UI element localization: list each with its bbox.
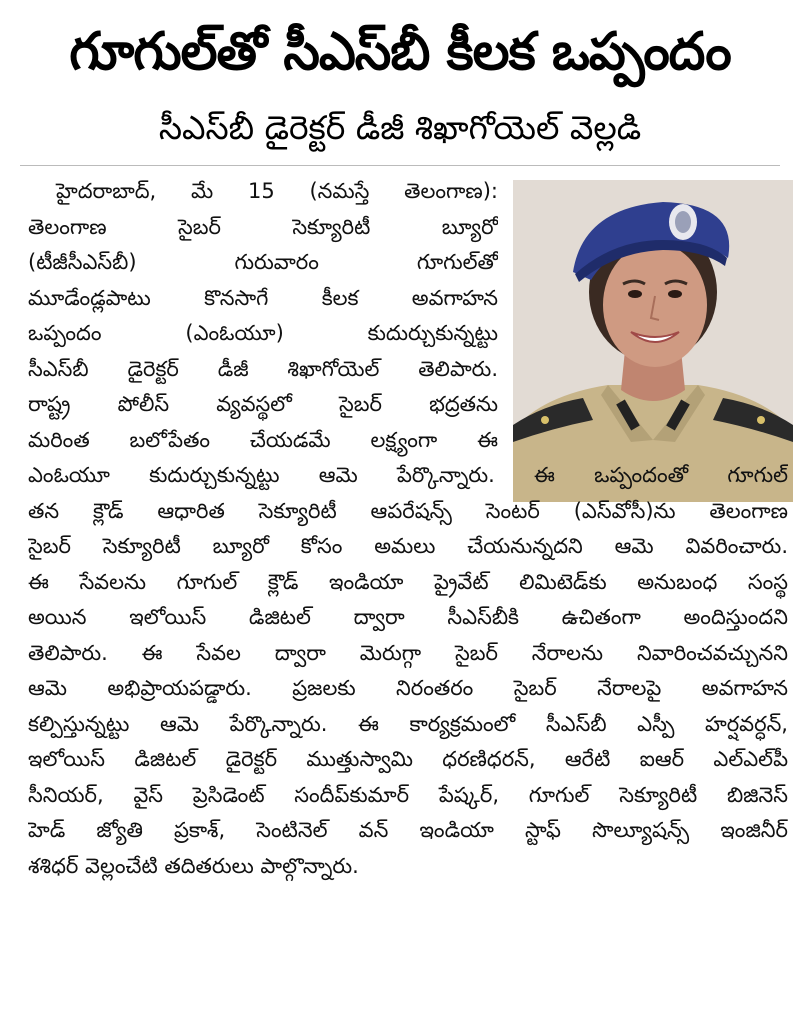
body-line: తన క్లౌడ్‌ ఆధారిత సెక్యూరిటీ ఆపరేషన్స్‌ సెంటర్‌ (ఎస్‌వోసీ)ను తెలంగాణ	[28, 498, 788, 523]
article-body	[28, 174, 788, 884]
body-line: సీఎస్‌బీ డైరెక్టర్‌ డీజీ శిఖాగోయెల్‌ తెలిపారు.	[28, 356, 498, 381]
headline: గూగుల్‌తో సీఎస్‌బీ కీలక ఒప్పందం	[69, 22, 731, 82]
body-line: సైబర్‌ సెక్యూరిటీ బ్యూరో కోసం అమలు చేయనున్నదని ఆమె వివరించారు.	[28, 534, 788, 558]
body-line: హెడ్‌ జ్యోతి ప్రకాశ్‌, సెంటినెల్‌ వన్‌ ఇండియా స్టాఫ్‌ సొల్యూషన్స్‌ ఇంజినీర్‌	[28, 818, 788, 842]
body-line: ఆమె అభిప్రాయపడ్డారు. ప్రజలకు నిరంతరం సైబర్‌ నేరాలపై అవగాహన	[28, 676, 788, 700]
body-line: ఇలోయిస్‌ డిజిటల్‌ డైరెక్టర్‌ ముత్తుస్వామి ధరణిధరన్‌, ఆరేటి ఐఆర్‌ ఎల్‌ఎల్‌పీ	[28, 747, 788, 771]
body-line: మరింత బలోపేతం చేయడమే లక్ష్యంగా ఈ	[28, 427, 498, 452]
body-line: (టీజీసీఎస్‌బీ) గురువారం గూగుల్‌తో	[28, 250, 498, 274]
body-line: సీనియర్‌, వైస్‌ ప్రెసిడెంట్‌ సందీప్‌కుమార్‌ పేష్కర్‌, గూగుల్‌ సెక్యూరిటీ బిజినెస్‌	[28, 782, 788, 807]
body-line: శశిధర్‌ వెల్లంచేటి తదితరులు పాల్గొన్నారు.	[28, 853, 359, 878]
body-line: మూడేండ్లపాటు కొనసాగే కీలక అవగాహన	[28, 285, 498, 310]
body-line: ఒప్పందం (ఎంఓయూ) కుదుర్చుకున్నట్టు	[28, 321, 498, 345]
body-line: కల్పిస్తున్నట్టు ఆమె పేర్కొన్నారు. ఈ కార్యక్రమంలో సీఎస్‌బీ ఎస్పీ హర్షవర్ధన్‌,	[28, 711, 788, 736]
body-line: ఈ సేవలను గూగుల్‌ క్లౌడ్‌ ఇండియా ప్రైవేట్‌ లిమిటెడ్‌కు అనుబంధ సంస్థ	[28, 569, 788, 594]
divider	[20, 165, 780, 166]
body-line: అయిన ఇలోయిస్‌ డిజిటల్‌ ద్వారా సీఎస్‌బీకి ఉచితంగా అందిస్తుందని	[28, 605, 788, 629]
body-line: ఎంఓయూ కుదుర్చుకున్నట్టు ఆమె పేర్కొన్నారు. ఈ ఒప్పందంతో గూగుల్‌	[28, 463, 788, 487]
body-line: తెలంగాణ సైబర్‌ సెక్యూరిటీ బ్యూరో	[28, 214, 498, 239]
body-line: రాష్ట్ర పోలీస్‌ వ్యవస్థలో సైబర్‌ భద్రతను	[28, 392, 498, 416]
subheadline: సీఎస్‌బీ డైరెక్టర్‌ డీజీ శిఖాగోయెల్‌ వెల్లడి	[158, 108, 642, 147]
body-line: హైదరాబాద్‌, మే 15 (నమస్తే తెలంగాణ):	[56, 179, 498, 203]
body-line: తెలిపారు. ఈ సేవల ద్వారా మెరుగ్గా సైబర్‌ నేరాలను నివారించవచ్చునని	[28, 640, 788, 665]
